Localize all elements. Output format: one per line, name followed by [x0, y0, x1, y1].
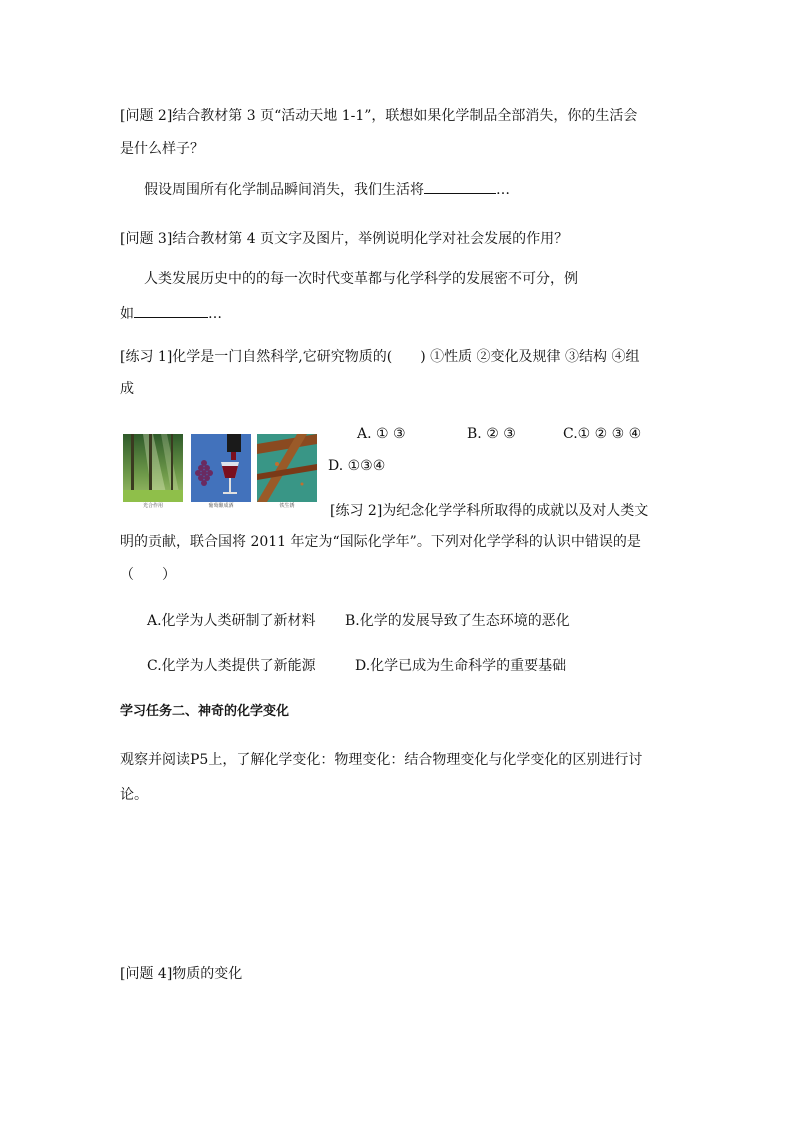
exercise-2-line2: 明的贡献，联合国将 2011 年定为“国际化学年”。下列对化学学科的认识中错误的是 — [120, 534, 641, 550]
rusty-iron-photo-icon — [257, 434, 317, 502]
question-3-answer-prefix: 如 — [120, 306, 134, 322]
forest-photo-icon — [123, 434, 183, 502]
task-2-heading: 学习任务二、神奇的化学变化 — [120, 704, 290, 719]
exercise-1-line2: 成 — [120, 381, 134, 397]
exercise-2-option-a[interactable]: A.化学为人类研制了新材料 — [147, 613, 316, 629]
exercise-2-line1: [练习 2]为纪念化学学科所取得的成就以及对人类文 — [330, 503, 649, 519]
photo-photosynthesis — [123, 434, 183, 514]
wine-photo-icon — [191, 434, 251, 502]
exercise-2-line3: （ ） — [120, 567, 176, 583]
photo-wine — [191, 434, 251, 514]
question-3-answer-suffix: … — [208, 306, 222, 322]
task-2-line2: 论。 — [120, 787, 148, 803]
question-2-line1: [问题 2]结合教材第 3 页“活动天地 1-1”，联想如果化学制品全部消失，你的生活会 — [120, 108, 638, 124]
exercise-1-line1: [练习 1]化学是一门自然科学,它研究物质的( ) ①性质 ②变化及规律 ③结构 ④组 — [120, 349, 640, 365]
exercise-2-option-b[interactable]: B.化学的发展导致了生态环境的恶化 — [345, 613, 570, 629]
caption-wine: 葡萄酿成酒 — [208, 503, 234, 509]
answer-blank[interactable] — [134, 303, 208, 318]
question-2-line2: 是什么样子？ — [120, 141, 204, 157]
question-3-line1: [问题 3]结合教材第 4 页文字及图片，举例说明化学对社会发展的作用？ — [120, 231, 569, 247]
answer-blank[interactable] — [424, 179, 496, 194]
task-2-line1: 观察并阅读P5上，了解化学变化：物理变化：结合物理变化与化学变化的区别进行讨 — [120, 752, 643, 768]
question-3-answer-line1: 人类发展历史中的的每一次时代变革都与化学科学的发展密不可分，例 — [144, 271, 578, 287]
exercise-1-option-d[interactable]: D. ①③④ — [328, 458, 386, 474]
exercise-1-option-b[interactable]: B. ② ③ — [467, 426, 516, 442]
caption-rust: 铁生锈 — [279, 503, 295, 509]
caption-photosynthesis: 光合作用 — [142, 503, 163, 509]
question-2-answer — [144, 179, 510, 199]
question-3-answer-line2 — [120, 303, 222, 323]
question-2-answer-prefix: 假设周围所有化学制品瞬间消失，我们生活将 — [144, 182, 424, 198]
exercise-2-option-c[interactable]: C.化学为人类提供了新能源 — [147, 658, 316, 674]
question-4-line1: [问题 4]物质的变化 — [120, 966, 243, 982]
exercise-1-option-a[interactable]: A. ① ③ — [357, 426, 406, 442]
exercise-2-option-d[interactable]: D.化学已成为生命科学的重要基础 — [355, 658, 567, 674]
question-2-answer-suffix: … — [496, 182, 510, 198]
photo-rust — [257, 434, 317, 514]
exercise-1-option-c[interactable]: C.① ② ③ ④ — [563, 426, 642, 442]
